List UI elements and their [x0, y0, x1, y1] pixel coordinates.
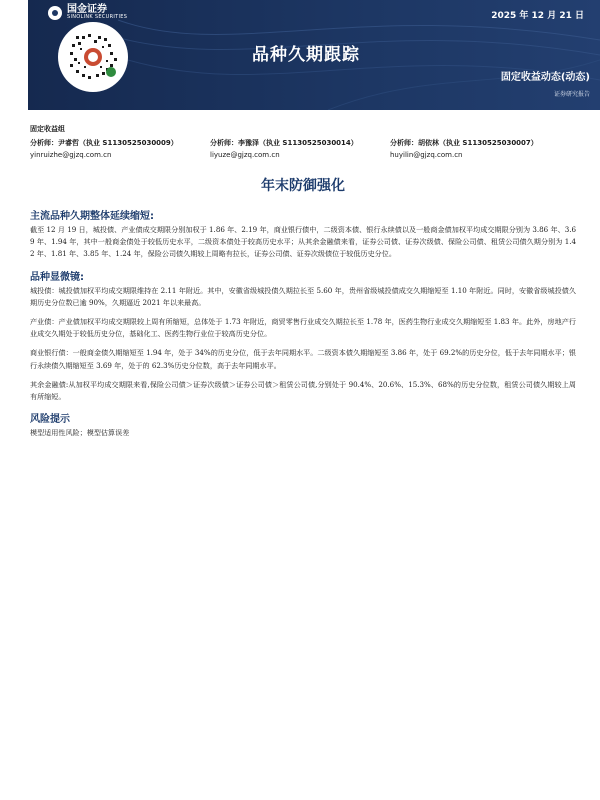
- qr-code-icon: [58, 22, 128, 92]
- paragraph: 其余金融债:从加权平均成交期限来看,保险公司债＞证券次级债＞证券公司债＞租赁公司债,分别处于 90.4%、20.6%、15.3%、68%的历史分位数，租赁公司债久期较上周有所缩短。: [30, 379, 576, 402]
- article-title: 年末防御强化: [261, 178, 345, 194]
- analyst-name: 分析师：尹睿哲（执业 S1130525030009）: [30, 139, 178, 147]
- analyst-name: 分析师：李豫泽（执业 S1130525030014）: [210, 139, 358, 147]
- analyst-item: [30, 137, 210, 161]
- section-heading: 主流品种久期整体延续缩短:: [30, 211, 154, 222]
- analyst-email[interactable]: yinruizhe@gjzq.com.cn: [30, 151, 112, 159]
- analyst-email[interactable]: liyuze@gjzq.com.cn: [210, 151, 280, 159]
- section-heading: 风险提示: [30, 414, 70, 426]
- research-group: 固定收益组: [30, 125, 65, 133]
- report-subcategory: 证券研究报告: [553, 91, 590, 98]
- analyst-name: 分析师：胡依林（执业 S1130525030007）: [390, 139, 538, 147]
- paragraph: 产业债：产业债加权平均成交期限较上周有所缩短，总体处于 1.73 年附近，商贸零售行业成交久期拉长至 1.78 年，医药生物行业成交久期缩短至 1.83 年。此外，房地产行业成交久期处于较低历史分位，基础化工、医药生物行业位于较高历史分位。: [30, 317, 576, 339]
- report-date: 2025 年 12 月 21 日: [491, 11, 584, 21]
- company-logo: [48, 5, 127, 20]
- analyst-item: [390, 137, 570, 161]
- report-title: 品种久期跟踪: [252, 45, 360, 65]
- logo-en-text: SINOLINK SECURITIES: [67, 14, 128, 20]
- paragraph: 模型适用性风险；模型估算误差: [30, 428, 130, 438]
- report-content: [30, 124, 576, 446]
- report-header: [28, 0, 600, 110]
- report-category: 固定收益动态(动态): [500, 72, 590, 83]
- logo-icon: [48, 6, 62, 20]
- section-heading: 品种显微镜:: [30, 271, 84, 283]
- analyst-list: [30, 137, 576, 161]
- paragraph: 商业银行债：一般商金债久期缩短至 1.94 年，处于 34%的历史分位，低于去年同期水平。二级资本债久期缩短至 3.86 年，处于 69.2%的历史分位，低于去年同期水平；银行永续债久期缩短至 3.69 年，处于的 62.3%历史分位数，高于去年同期水平。: [30, 348, 576, 370]
- analyst-item: [210, 137, 390, 161]
- logo-cn-text: 国金证券: [67, 4, 107, 15]
- paragraph: 截至 12 月 19 日，城投债、产业债成交期限分别加权于 1.86 年、2.19 年，商业银行债中，二级资本债、银行永续债以及一般商金债加权平均成交期限分别为 3.86 年、3.69 年、1.94 年，其中一般商金债处于较低历史水平，二级资本债处于较高历史水平；从其余金融债来看，证券公司债、证券次级债、保险公司债、租赁公司债久期分别为 1.42 年、1.81 年、3.85 年、1.24 年，保险公司债久期较上周略有拉长，证券公司债、证券次级债位于较低历史分位。: [30, 225, 576, 259]
- paragraph: 城投债：城投债加权平均成交期限维持在 2.11 年附近。其中，安徽省级城投债久期拉长至 5.60 年，贵州省级城投债成交久期缩短至 1.10 年附近。同时，安徽省级城投债久期历史分位数已逾 90%，久期逼近 2021 年以来最高。: [30, 285, 576, 307]
- analyst-email[interactable]: huyilin@gjzq.com.cn: [390, 151, 463, 159]
